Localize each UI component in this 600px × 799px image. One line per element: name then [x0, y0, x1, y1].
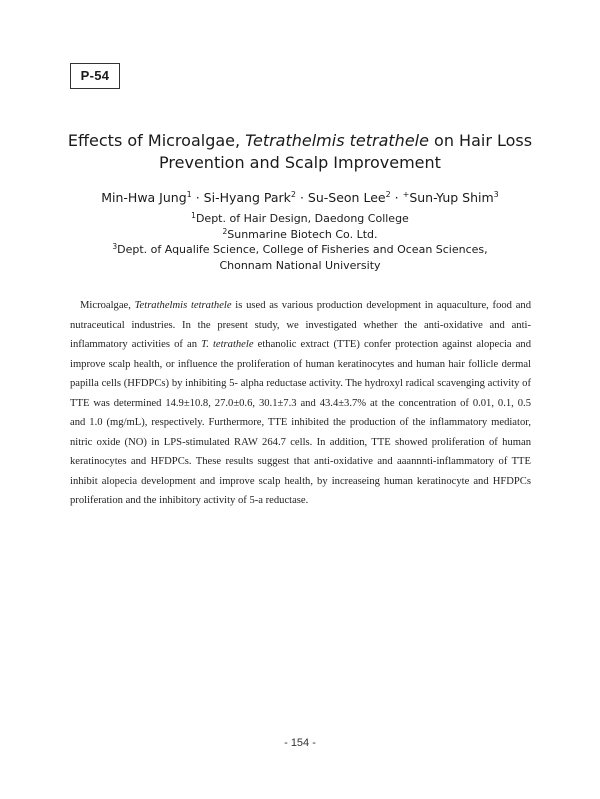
abstract-species: T. tetrathele — [201, 339, 254, 350]
paper-title — [0, 130, 600, 174]
abstract-text: Microalgae, — [80, 300, 135, 311]
affiliation-2 — [0, 227, 600, 243]
author-separator: · — [296, 190, 308, 205]
affiliation-number: 2 — [222, 226, 228, 236]
affiliation-number: 1 — [191, 211, 196, 220]
author-separator: · — [390, 190, 403, 205]
abstract-species: Tetrathelmis tetrathele — [134, 300, 232, 311]
author-3 — [308, 190, 391, 205]
author-name: Min-Hwa Jung — [101, 190, 187, 205]
corresponding-author-mark: + — [402, 190, 410, 199]
affiliation-number: 3 — [112, 242, 118, 251]
author-4 — [403, 190, 499, 205]
author-affil-mark: 2 — [385, 190, 391, 199]
author-affil-mark: 3 — [493, 190, 499, 199]
title-line-2: Prevention and Scalp Improvement — [159, 153, 441, 172]
title-prefix: Effects of Microalgae, — [67, 131, 246, 150]
title-line-1 — [0, 130, 600, 152]
author-separator: · — [191, 190, 204, 205]
affiliation-3-continued — [0, 258, 600, 274]
affiliation-text: Sunmarine Biotech Co. Ltd. — [227, 227, 378, 241]
abstract-text: is used as various production development in aquaculture, food and nutraceutical industries. In the present study, we investigated whether the anti-oxidative and anti-inflammatory activities of an — [70, 300, 531, 350]
abstract-text: ethanolic extract (TTE) confer protection against alopecia and improve scalp health, or influence the proliferation of human keratinocytes and human hair follicle dermal papilla cells (HFDPCs) by inhibiting 5- alpha reductase activity. The hydroxyl radical scavenging activity of TTE was determined 14.9±10.8, 27.0±0.6, 30.1±7.3 and 43.4±3.7% at the concentration of 0.01, 0.1, 0.5 and 1.0 (mg/mL), respectively. Furthermore, TTE inhibited the production of the inflammatory mediator, nitric oxide (NO) in LPS-stimulated RAW 264.7 cells. In addition, TTE showed proliferation of human keratinocytes and HFDPCs. These results suggest that anti-oxidative and aaannnti-inflammatory of TTE inhibit alopecia development and improve scalp health, by increaseing human keratinocyte and HFDPCs proliferation and the inhibitory activity of 5-a reductase. — [70, 339, 531, 506]
page-number: - 154 - — [284, 737, 316, 749]
affiliation-text: Dept. of Hair Design, Daedong College — [195, 212, 409, 225]
author-2 — [204, 190, 296, 205]
affiliation-1 — [0, 211, 600, 227]
affiliation-text: Chonnam National University — [219, 258, 381, 272]
abstract-paragraph — [70, 296, 531, 511]
title-species: Tetrathelmis tetrathele — [245, 131, 429, 150]
author-1 — [101, 190, 192, 205]
title-suffix: on Hair Loss — [428, 131, 533, 150]
abstract — [70, 296, 531, 511]
author-name: Sun-Yup Shim — [409, 190, 494, 205]
affiliation-text: Dept. of Aqualife Science, College of Fisheries and Ocean Sciences, — [117, 243, 488, 256]
author-name: Su-Seon Lee — [307, 190, 386, 205]
author-name: Si-Hyang Park — [203, 190, 291, 205]
affiliation-3 — [0, 242, 600, 258]
author-affil-mark: 2 — [290, 190, 296, 199]
poster-label: P-54 — [70, 63, 120, 89]
author-list — [0, 189, 600, 207]
author-affil-mark: 1 — [186, 190, 192, 199]
affiliation-list — [0, 211, 600, 273]
